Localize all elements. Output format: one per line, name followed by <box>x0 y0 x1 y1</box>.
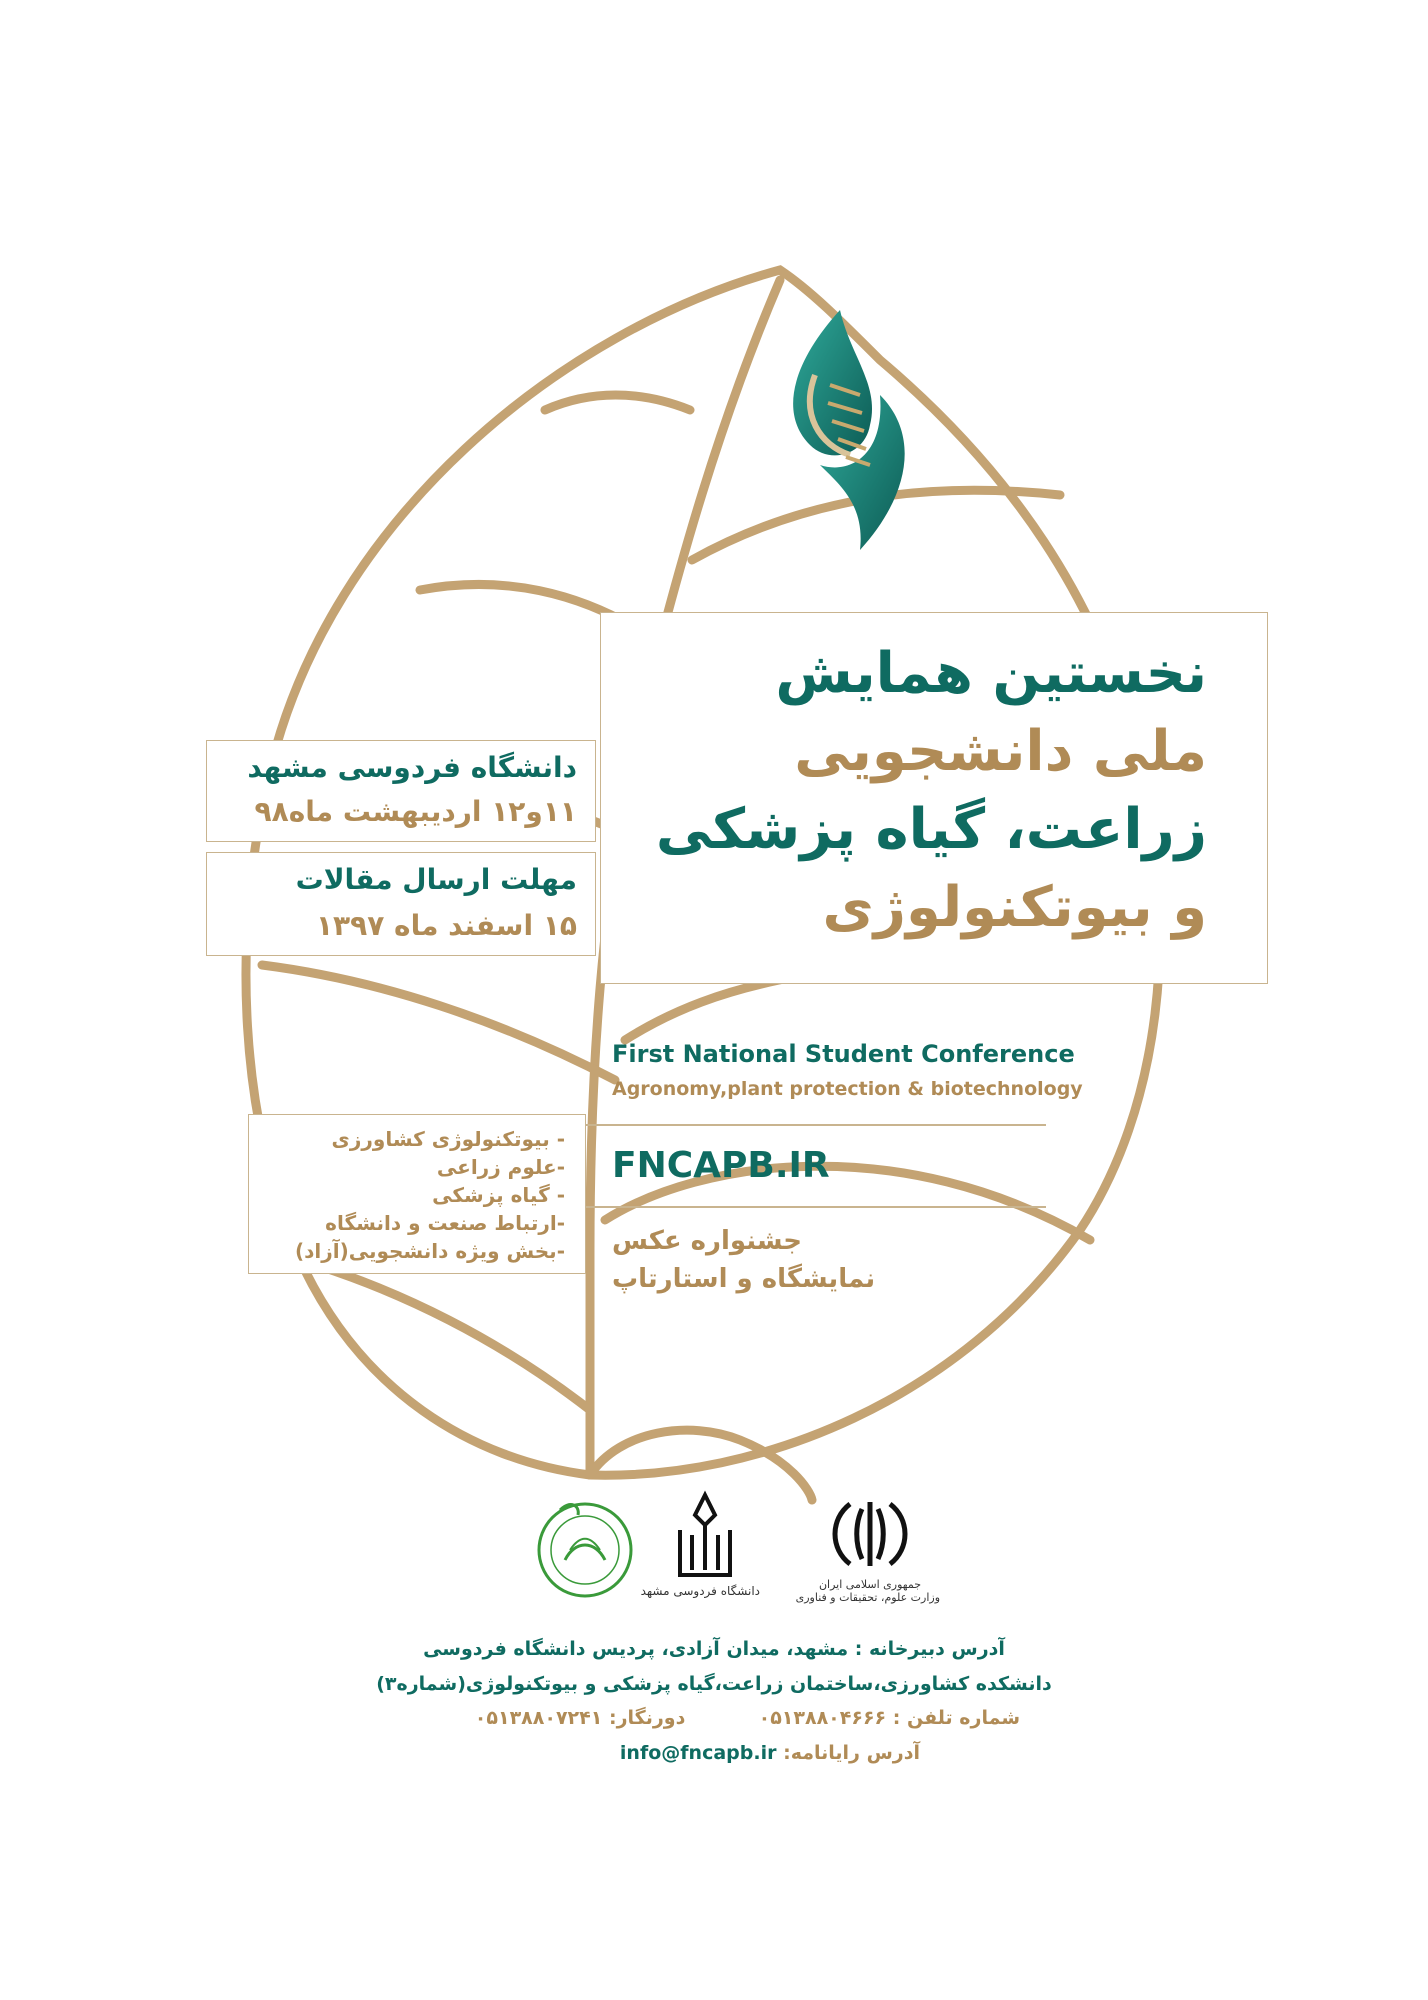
dna-leaf-logo-icon <box>770 305 920 555</box>
title-box <box>600 612 1268 984</box>
divider-line <box>586 1206 1046 1208</box>
ministry-caption-1: جمهوری اسلامی ایران <box>818 1578 922 1591</box>
topics-list <box>249 1125 565 1265</box>
ministry-caption-2: وزارت علوم، تحقیقات و فناوری <box>795 1591 940 1604</box>
topic-item: - بیوتکنولوژی کشاورزی <box>331 1127 565 1151</box>
extras-exhibition: نمایشگاه و استارتاپ <box>612 1264 876 1294</box>
title-line-1: نخستین همایش <box>775 641 1207 706</box>
leaf-vein <box>262 965 615 1080</box>
email-link[interactable]: info@fncapb.ir <box>619 1742 777 1764</box>
leaf-vein <box>545 395 690 410</box>
divider-line <box>586 1124 1046 1126</box>
university-caption: دانشگاه فردوسی مشهد <box>640 1584 760 1598</box>
footer-email-row <box>520 1742 920 1764</box>
ferdowsi-university-logo-icon <box>650 1490 760 1580</box>
deadline-label: مهلت ارسال مقالات <box>295 863 577 896</box>
title-line-3: زراعت، گیاه پزشکی <box>655 797 1207 862</box>
iran-emblem-icon <box>800 1494 940 1574</box>
topic-item: -علوم زراعی <box>436 1155 565 1179</box>
agronomy-society-seal-icon <box>530 1490 640 1600</box>
topic-item: - گیاه پزشکی <box>432 1183 565 1207</box>
footer-address-1: آدرس دبیرخانه : مشهد، میدان آزادی، پردیس دانشگاه فردوسی <box>423 1638 1005 1660</box>
venue-dates: ۱۱و۱۲ اردیبهشت ماه۹۸ <box>254 795 577 828</box>
fax-number: ۰۵۱۳۸۸۰۷۲۴۱ <box>474 1707 603 1729</box>
society-logo <box>530 1490 640 1600</box>
deadline-box <box>206 852 596 956</box>
footer-address-2: دانشکده کشاورزی،ساختمان زراعت،گیاه پزشکی و بیوتکنولوژی(شماره۳) <box>376 1673 1052 1695</box>
topic-item: -ارتباط صنعت و دانشگاه <box>325 1211 565 1235</box>
deadline-date: ۱۵ اسفند ماه ۱۳۹۷ <box>315 909 577 942</box>
venue-university: دانشگاه فردوسی مشهد <box>247 751 577 784</box>
extras-photo-festival: جشنواره عکس <box>612 1226 803 1256</box>
title-line-4: و بیوتکنولوژی <box>822 875 1207 940</box>
phone-label: شماره تلفن : <box>892 1707 1020 1729</box>
topics-box <box>248 1114 586 1274</box>
fax-label: دورنگار: <box>608 1707 686 1729</box>
title-line-2: ملی دانشجویی <box>794 719 1207 784</box>
email-label: آدرس رایانامه: <box>783 1742 920 1764</box>
venue-box <box>206 740 596 842</box>
english-title: First National Student Conference <box>612 1040 1075 1068</box>
footer-contact-row <box>420 1707 1020 1729</box>
university-logo <box>640 1490 760 1610</box>
english-subtitle: Agronomy,plant protection & biotechnology <box>612 1078 1083 1100</box>
website-link[interactable]: FNCAPB.IR <box>612 1145 830 1186</box>
ministry-logo <box>795 1494 940 1614</box>
topic-item: -بخش ویژه دانشجویی(آزاد) <box>294 1239 565 1263</box>
phone-number: ۰۵۱۳۸۸۰۴۶۶۶ <box>758 1707 887 1729</box>
